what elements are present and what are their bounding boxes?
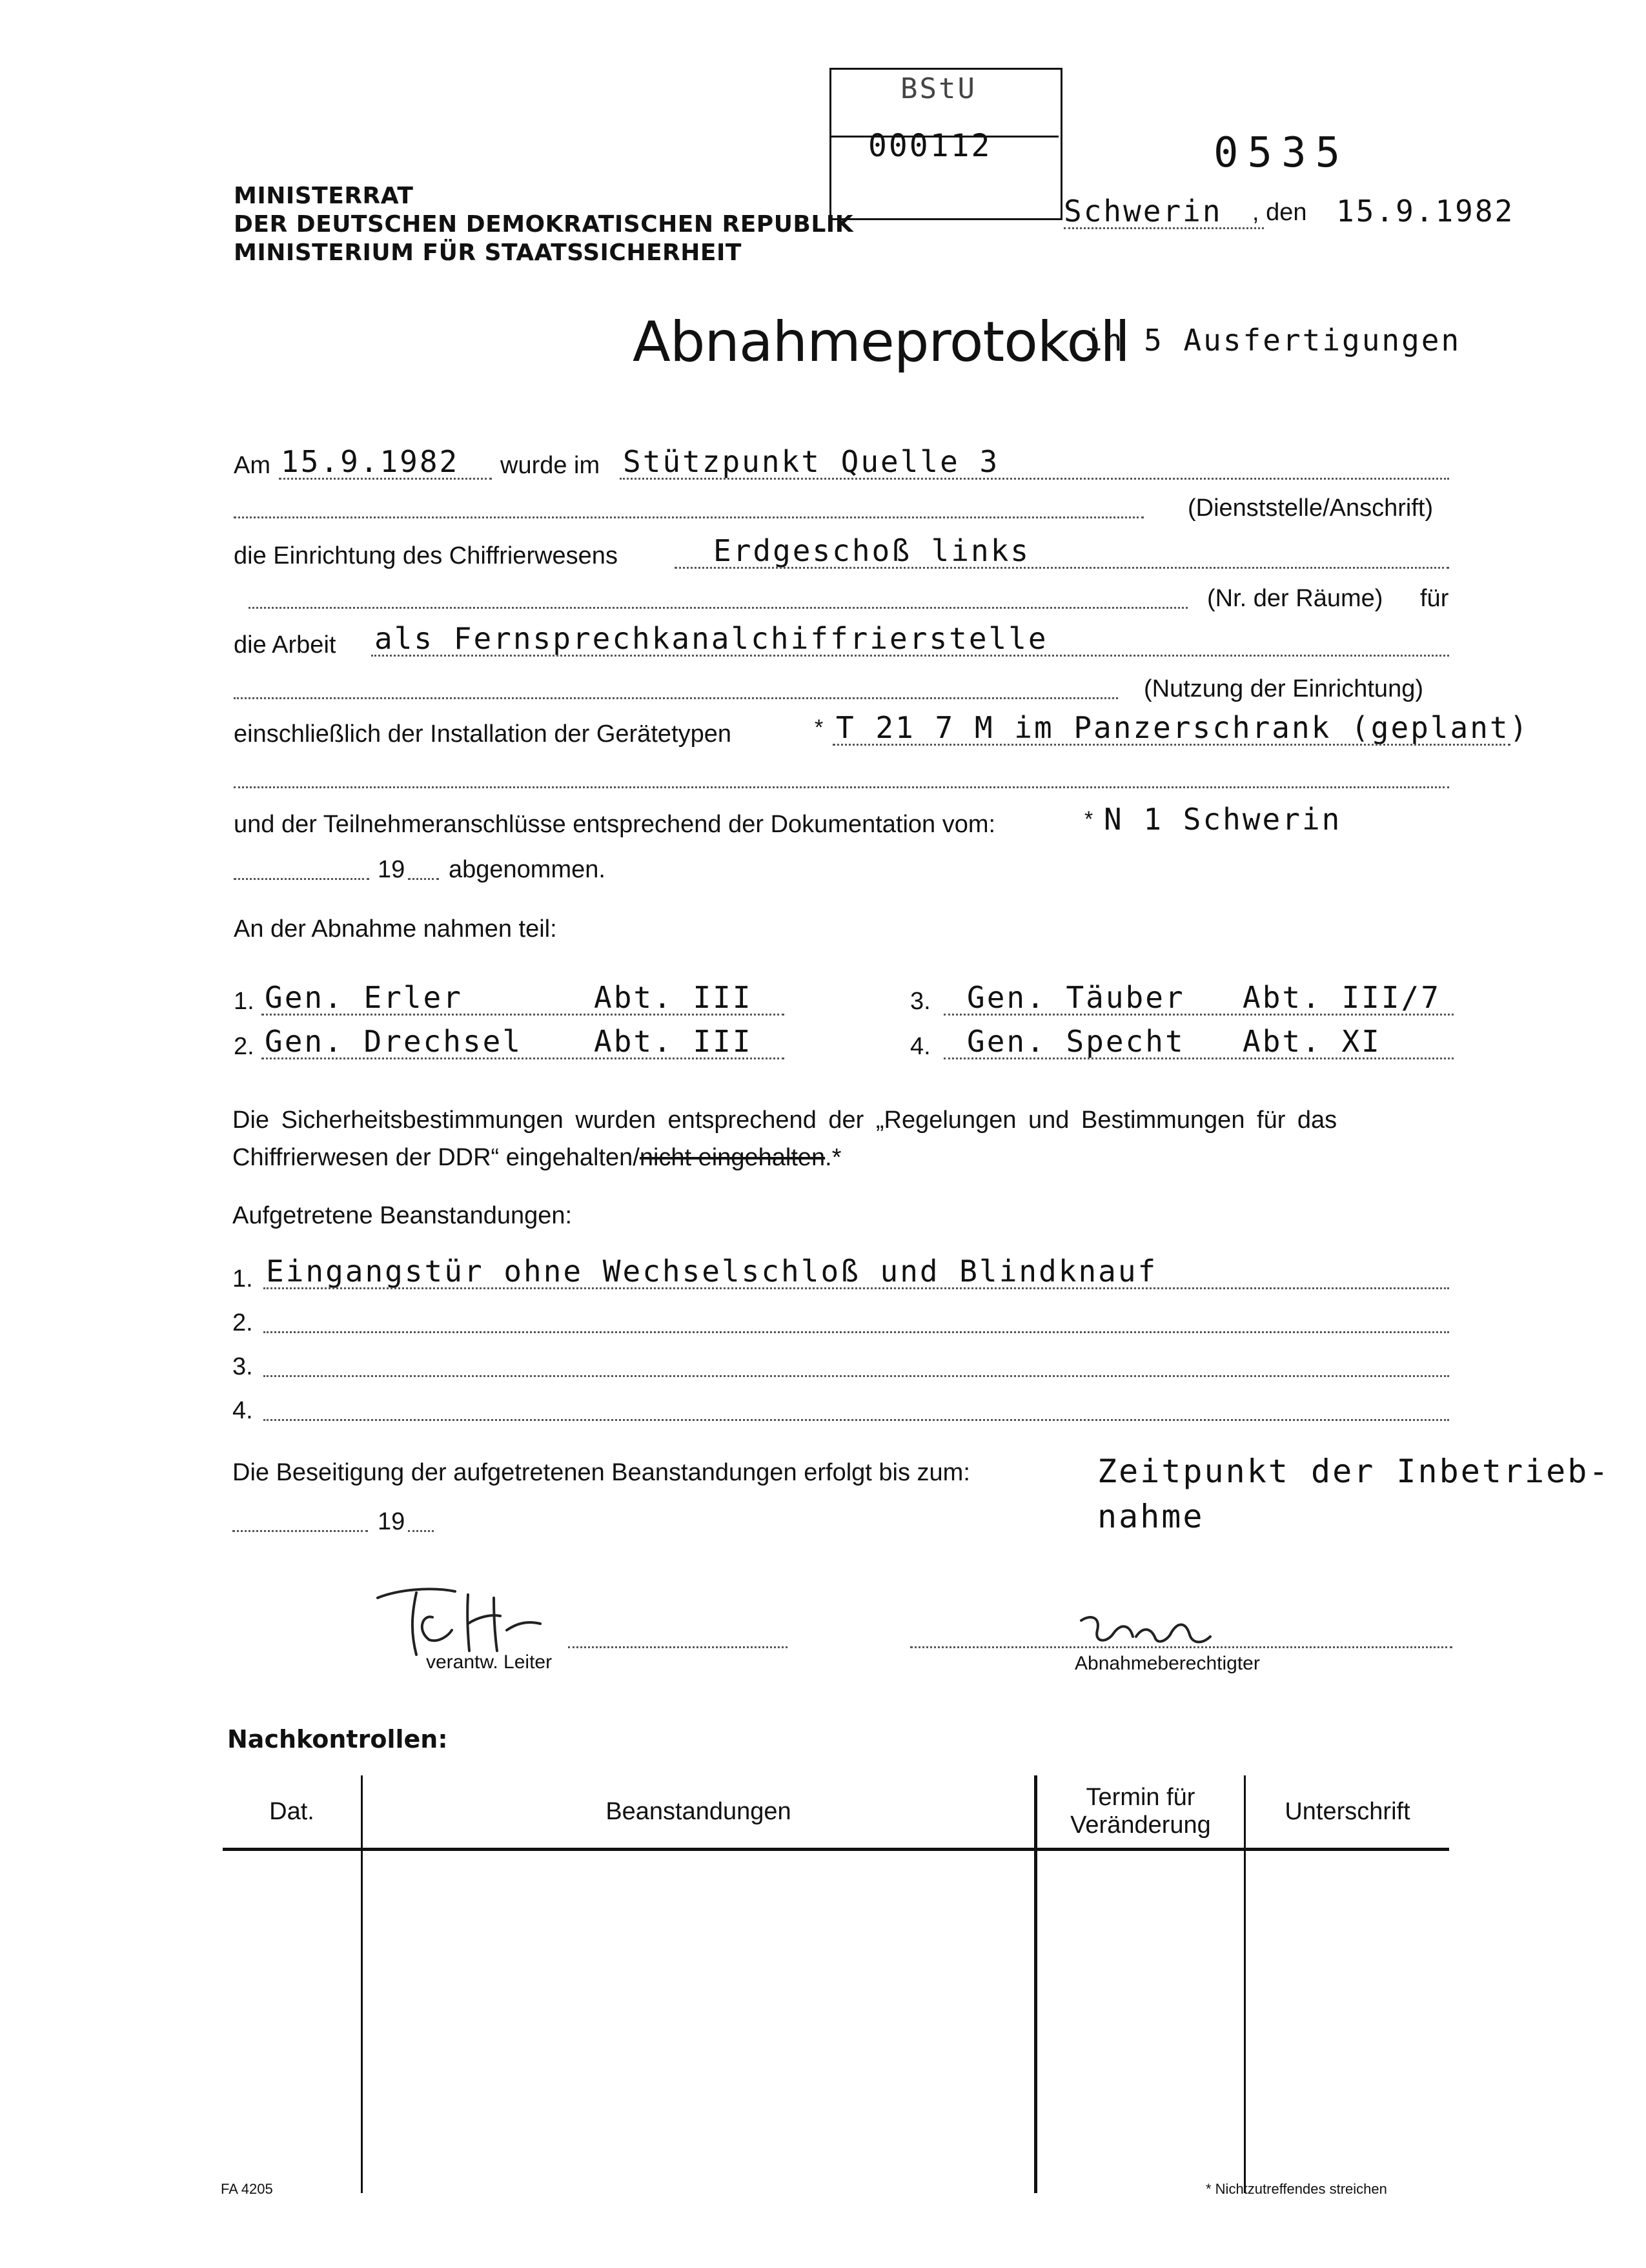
participant-4-dept: Abt. XI — [1243, 1024, 1381, 1059]
den-label: , den — [1252, 199, 1307, 226]
issue-3-dotline — [263, 1375, 1449, 1377]
security-text-line-2 — [232, 1144, 842, 1172]
column-header-beanstandungen: Beanstandungen — [362, 1775, 1036, 1850]
security-text-start: Chiffrierwesen der DDR“ eingehalten/ — [232, 1144, 640, 1171]
column-header-termin — [1036, 1775, 1245, 1850]
column-header-dat: Dat. — [223, 1775, 362, 1850]
nachkontrollen-table — [223, 1775, 1449, 2193]
column-header-unterschrift: Unterschrift — [1245, 1775, 1450, 1850]
cell-dat[interactable] — [223, 1850, 362, 2194]
location-dotline — [620, 478, 1449, 480]
am-date-value: 15.9.1982 — [281, 444, 460, 479]
right-signature-dotline — [910, 1646, 1452, 1648]
einrichtung-dotline — [675, 567, 1449, 569]
right-signature — [1075, 1608, 1243, 1659]
participant-2-name: Gen. Drechsel — [265, 1024, 523, 1059]
issue-1-dotline — [263, 1287, 1449, 1289]
place-value: Schwerin — [1064, 194, 1223, 229]
fuer-label: für — [1420, 585, 1449, 612]
participant-3-num: 3. — [910, 988, 931, 1015]
date-value: 15.9.1982 — [1336, 194, 1515, 229]
cell-termin[interactable] — [1036, 1850, 1245, 2194]
header-line-2: DER DEUTSCHEN DEMOKRATISCHEN REPUBLIK — [234, 211, 854, 238]
beseitigung-year-prefix: 19 — [378, 1508, 405, 1535]
stamp-label: BStU — [900, 72, 977, 105]
issue-4-num: 4. — [232, 1397, 253, 1424]
year-prefix: 19 — [378, 856, 405, 883]
beseitigung-date-dotline — [232, 1530, 368, 1532]
right-signature-label: Abnahmeberechtigter — [1075, 1653, 1260, 1674]
am-label: Am — [234, 452, 270, 479]
teilnehmer-label: und der Teilnehmeranschlüsse entsprechend der Dokumentation vom: — [234, 811, 996, 838]
participant-1-dept: Abt. III — [594, 980, 753, 1015]
beseitigung-year-dotline — [408, 1530, 434, 1532]
abgenommen-date-dotline — [234, 878, 369, 880]
teilnehmer-asterisk: * — [1084, 807, 1093, 832]
geraete-value: T 21 7 M im Panzerschrank (geplant) — [836, 710, 1530, 745]
cell-beanstandungen[interactable] — [362, 1850, 1036, 2194]
cell-unterschrift[interactable] — [1245, 1850, 1450, 2194]
security-text-line-1: Die Sicherheitsbestimmungen wurden entsprechend der „Regelungen und Bestimmungen für das — [232, 1107, 1337, 1134]
issue-3-num: 3. — [232, 1353, 253, 1380]
document-title: Abnahmeprotokoll — [633, 310, 1130, 374]
issue-2-num: 2. — [232, 1309, 253, 1336]
left-signature-label: verantw. Leiter — [426, 1651, 553, 1673]
dienststelle-dotline — [234, 516, 1144, 518]
place-dotline — [1064, 227, 1264, 229]
participants-intro: An der Abnahme nahmen teil: — [234, 915, 557, 943]
dienststelle-label: (Dienststelle/Anschrift) — [1188, 495, 1434, 522]
teilnehmer-value: N 1 Schwerin — [1104, 802, 1342, 837]
wurde-label: wurde im — [500, 452, 600, 479]
raeume-dotline — [249, 607, 1188, 609]
beseitigung-value-line-1: Zeitpunkt der Inbetrieb- — [1097, 1453, 1610, 1490]
geraete-label: einschließlich der Installation der Gerätetypen — [234, 720, 731, 748]
nutzung-label: (Nutzung der Einrichtung) — [1144, 675, 1423, 702]
left-signature-dotline — [568, 1646, 787, 1648]
security-text-end: .* — [825, 1144, 842, 1171]
arbeit-value: als Fernsprechkanalchiffrierstelle — [374, 621, 1048, 656]
am-dotline — [279, 478, 492, 480]
termin-line-1: Termin für — [1086, 1784, 1195, 1811]
nachkontrollen-label: Nachkontrollen: — [227, 1725, 448, 1753]
issue-1-text: Eingangstür ohne Wechselschloß und Blindknauf — [266, 1254, 1158, 1289]
beseitigung-label: Die Beseitigung der aufgetretenen Beanstandungen erfolgt bis zum: — [232, 1459, 970, 1486]
abgenommen-label: abgenommen. — [449, 856, 605, 883]
einrichtung-label: die Einrichtung des Chiffrierwesens — [234, 542, 618, 569]
participant-3-dept: Abt. III/7 — [1243, 980, 1441, 1015]
einrichtung-value: Erdgeschoß links — [713, 533, 1031, 568]
document-number: 0535 — [1214, 129, 1350, 177]
beseitigung-value-line-2: nahme — [1097, 1498, 1204, 1535]
issue-4-dotline — [263, 1419, 1449, 1421]
issue-1-num: 1. — [232, 1265, 253, 1292]
table-row — [223, 1850, 1449, 2194]
geraete-asterisk: * — [815, 715, 824, 740]
stamp-number: 000112 — [868, 128, 992, 164]
participant-2-dept: Abt. III — [594, 1024, 753, 1059]
participant-1-name: Gen. Erler — [265, 980, 463, 1015]
geraete-dotline-2 — [234, 786, 1449, 788]
arbeit-dotline — [371, 655, 1449, 657]
footer-note: * Nichtzutreffendes streichen — [1206, 2181, 1387, 2197]
participant-3-name: Gen. Täuber — [967, 980, 1185, 1015]
form-code: FA 4205 — [221, 2181, 273, 2197]
title-suffix: in 5 Ausfertigungen — [1084, 323, 1461, 358]
table-header-row — [223, 1775, 1449, 1850]
header-line-1: MINISTERRAT — [234, 183, 414, 209]
location-value: Stützpunkt Quelle 3 — [623, 444, 1000, 479]
header-line-3: MINISTERIUM FÜR STAATSSICHERHEIT — [234, 240, 742, 266]
participant-4-num: 4. — [910, 1033, 931, 1060]
geraete-dotline — [833, 744, 1510, 746]
issue-2-dotline — [263, 1331, 1449, 1333]
raeume-label: (Nr. der Räume) — [1207, 585, 1383, 612]
participant-2-num: 2. — [234, 1033, 254, 1060]
issues-label: Aufgetretene Beanstandungen: — [232, 1202, 573, 1229]
security-struck-text: nicht eingehalten — [639, 1144, 826, 1171]
year-dotline — [408, 878, 439, 880]
participant-1-num: 1. — [234, 988, 254, 1015]
participant-4-name: Gen. Specht — [967, 1024, 1185, 1059]
nutzung-dotline — [234, 697, 1118, 699]
arbeit-label: die Arbeit — [234, 631, 336, 659]
termin-line-2: Veränderung — [1070, 1812, 1211, 1839]
